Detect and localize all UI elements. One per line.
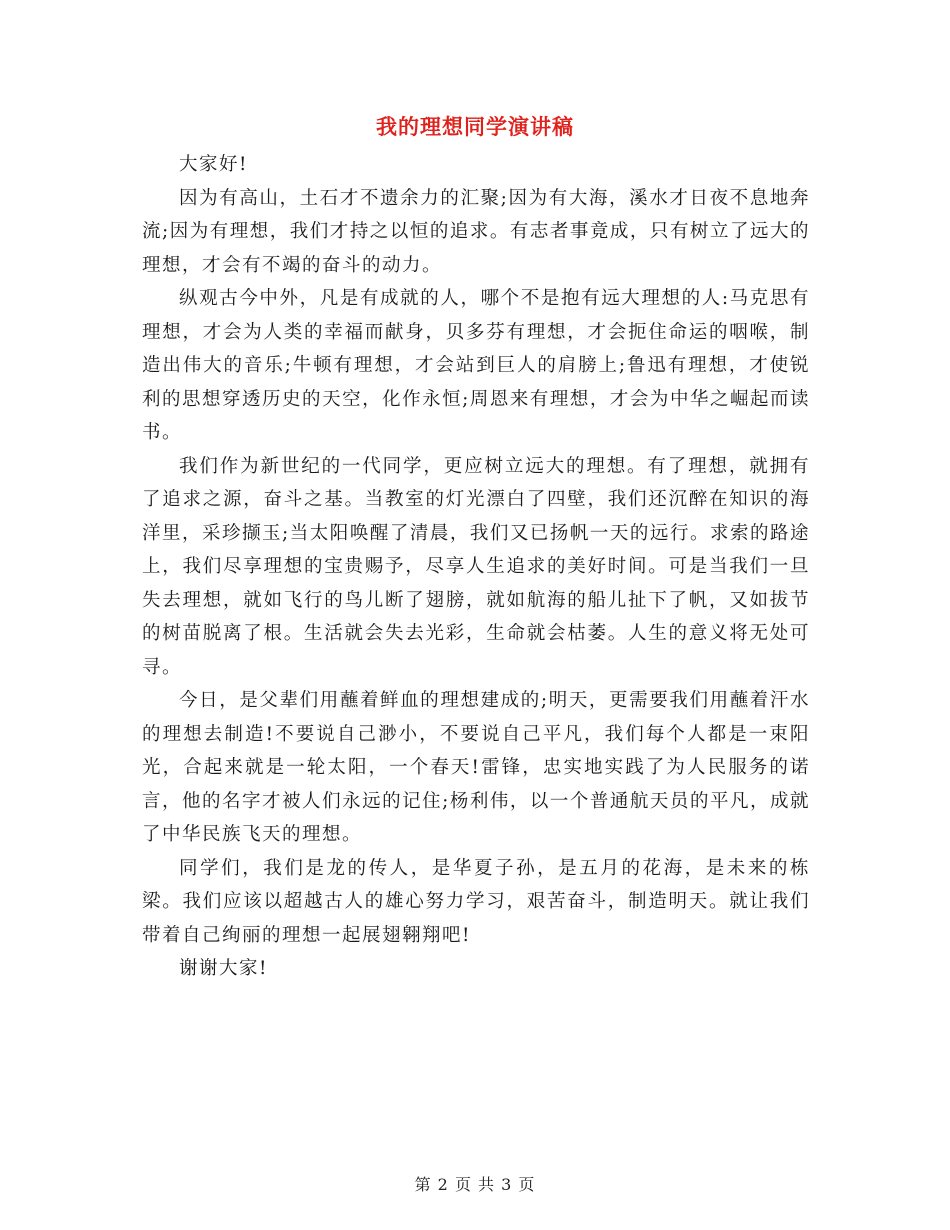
paragraph: 今日，是父辈们用蘸着鲜血的理想建成的;明天，更需要我们用蘸着汗水的理想去制造!不要说自己渺小，不要说自己平凡，我们每个人都是一束阳光，合起来就是一轮太阳，一个春天!雷锋，忠实地实践了为人民服务的诺言，他的名字才被人们永远的记住;杨利伟，以一个普通航天员的平凡，成就了中华民族飞天的理想。 [142, 690, 810, 845]
paragraph-closing: 谢谢大家! [179, 958, 268, 979]
page-number-footer: 第 2 页 共 3 页 [414, 1175, 536, 1194]
paragraph: 我们作为新世纪的一代同学，更应树立远大的理想。有了理想，就拥有了追求之源，奋斗之基。当教室的灯光漂白了四壁，我们还沉醉在知识的海洋里，采珍撷玉;当太阳唤醒了清晨，我们又已扬帆一天的远行。求索的路途上，我们尽享理想的宝贵赐予，尽享人生追求的美好时间。可是当我们一旦失去理想，就如飞行的鸟儿断了翅膀，就如航海的船儿扯下了帆，又如拔节的树苗脱离了根。生活就会失去光彩，生命就会枯萎。人生的意义将无处可寻。 [142, 455, 810, 678]
paragraph: 同学们，我们是龙的传人，是华夏子孙，是五月的花海，是未来的栋梁。我们应该以超越古人的雄心努力学习，艰苦奋斗，制造明天。就让我们带着自己绚丽的理想一起展翅翱翔吧! [142, 857, 810, 946]
paragraph-greeting: 大家好! [179, 154, 248, 175]
paragraph: 纵观古今中外，凡是有成就的人，哪个不是抱有远大理想的人:马克思有理想，才会为人类的幸福而献身，贝多芬有理想，才会扼住命运的咽喉，制造出伟大的音乐;牛顿有理想，才会站到巨人的肩膀上;鲁迅有理想，才使锐利的思想穿透历史的天空，化作永恒;周恩来有理想，才会为中华之崛起而读书。 [142, 288, 810, 443]
document-title: 我的理想同学演讲稿 [376, 114, 574, 139]
document-body [142, 148, 810, 986]
paragraph: 因为有高山，土石才不遗余力的汇聚;因为有大海，溪水才日夜不息地奔流;因为有理想，我们才持之以恒的追求。有志者事竟成，只有树立了远大的理想，才会有不竭的奋斗的动力。 [142, 187, 810, 276]
